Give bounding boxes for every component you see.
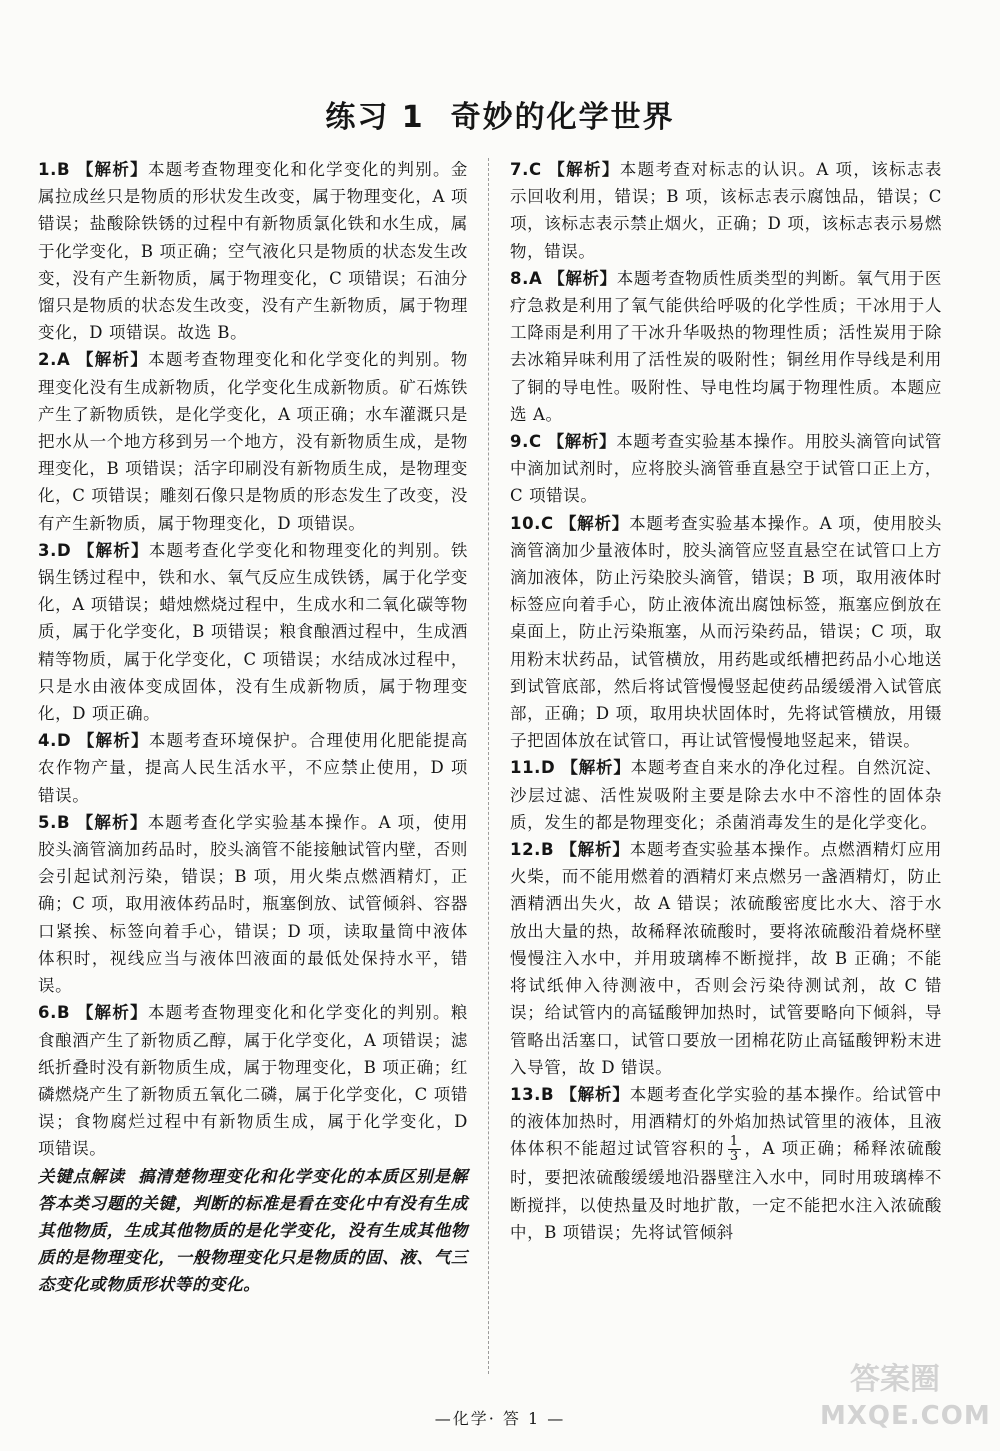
key-note-text: 搞清楚物理变化和化学变化的本质区别是解答本类习题的关键，判断的标准是看在变化中有没有生成其他物质，生成其他物质的是化学变化，没有生成其他物质的是物理变化，一般物理变化只是物质的固、液、气三态变化或物质形状等的变化。 xyxy=(38,1166,469,1295)
watermark-line2: MXQE.COM xyxy=(820,1401,991,1431)
answer-text: 本题考查实验基本操作。A 项，使用胶头滴管滴加少量液体时，胶头滴管应竖直悬空在试管口上方滴加液体，防止污染胶头滴管，错误；B 项，取用液体时标签应向着手心，防止液体流出腐蚀标签，瓶塞应倒放在桌面上，防止污染瓶塞，从而污染药品，错误；C 项，取用粉末状药品，试管横放，用药匙或纸槽把药品小心地送到试管底部，然后将试管慢慢竖起使药品缓缓滑入试管底部，正确；D 项，取用块状固体时，先将试管横放，用镊子把固体放在试管口，再让试管慢慢地竖起来，错误。 xyxy=(510,513,942,751)
answer-number: 1.B xyxy=(38,160,71,179)
analysis-tag: 【解析】 xyxy=(548,268,617,288)
answer-number: 6.B xyxy=(38,1003,71,1023)
answer-number: 8.A xyxy=(510,268,543,288)
answer-item xyxy=(510,510,942,755)
column-divider xyxy=(488,158,489,1374)
analysis-tag: 【解析】 xyxy=(76,350,149,370)
answer-item xyxy=(38,727,468,809)
analysis-tag: 【解析】 xyxy=(77,540,149,560)
answer-number: 12.B xyxy=(510,840,555,860)
answer-number: 10.C xyxy=(510,513,554,533)
answer-number: 11.D xyxy=(510,758,556,778)
answer-item xyxy=(510,754,942,836)
answer-text: 本题考查化学实验基本操作。A 项，使用胶头滴管滴加药品时，胶头滴管不能接触试管内壁，否则会引起试剂污染，错误；B 项，用火柴点燃酒精灯，正确；C 项，取用液体药品时，瓶塞倒放、试管倾斜、容器口紧挨、标签向着手心，错误；D 项，读取量筒中液体体积时，视线应当与液体凹液面的最低处保持水平，错误。 xyxy=(38,812,468,996)
watermark-line1: 答案圈 xyxy=(850,1362,940,1397)
answer-number: 4.D xyxy=(38,731,72,751)
answer-text: 本题考查物理变化和化学变化的判别。粮食酿酒产生了新物质乙醇，属于化学变化，A 项错误；滤纸折叠时没有新物质生成，属于物理变化，B 项正确；红磷燃烧产生了新物质五氧化二磷，属于化学变化，C 项错误；食物腐烂过程中有新物质生成，属于化学变化，D 项错误。 xyxy=(38,1003,468,1159)
answer-text: 本题考查自来水的净化过程。自然沉淀、沙层过滤、活性炭吸附主要是除去水中不溶性的固体杂质，发生的都是物理变化；杀菌消毒发生的是化学变化。 xyxy=(510,758,942,832)
left-column xyxy=(38,156,468,1299)
analysis-tag: 【解析】 xyxy=(560,1084,630,1104)
analysis-tag: 【解析】 xyxy=(76,160,148,179)
fraction-denominator: 3 xyxy=(729,1149,739,1165)
answer-number: 3.D xyxy=(38,540,72,560)
page-footer: —化学· 答 1 — xyxy=(434,1409,566,1428)
answer-item xyxy=(510,156,942,265)
answer-text: 本题考查实验基本操作。点燃酒精灯应用火柴，而不能用燃着的酒精灯来点燃另一盏酒精灯，防止酒精洒出失火，故 A 错误；浓硫酸密度比水大、溶于水放出大量的热，故稀释浓硫酸时，要将浓硫酸沿着烧杯壁慢慢注入水中，并用玻璃棒不断搅拌，故 B 正确；不能将试纸伸入待测液中，否则会污染待测试剂，故 C 错误；给试管内的高锰酸钾加热时，试管要略向下倾斜，导管略出活塞口，试管口要放一团棉花防止高锰酸钾粉末进入导管，故 D 错误。 xyxy=(510,840,942,1077)
analysis-tag: 【解析】 xyxy=(560,840,630,860)
fraction xyxy=(728,1135,741,1164)
answer-text: 本题考查物理变化和化学变化的判别。物理变化没有生成新物质，化学变化生成新物质。矿石炼铁产生了新物质铁，是化学变化，A 项正确；水车灌溉只是把水从一个地方移到另一个地方，没有新物质生成，是物理变化，B 项错误；活字印刷没有新物质生成，是物理变化，C 项错误；雕刻石像只是物质的形态发生了改变，没有产生新物质，属于物理变化，D 项错误。 xyxy=(38,350,468,533)
analysis-tag: 【解析】 xyxy=(559,513,630,533)
answer-text: 本题考查化学实验的基本操作。给试管中的液体加热时，用酒精灯的外焰加热试管里的液体，且液体体积不能超过试管容积的 xyxy=(510,1084,942,1159)
fraction-numerator: 1 xyxy=(729,1134,739,1150)
answer-text: 本题考查对标志的认识。A 项，该标志表示回收利用，错误；B 项，该标志表示腐蚀品，错误；C 项，该标志表示禁止烟火，正确；D 项，该标志表示易燃物，错误。 xyxy=(510,160,942,261)
answer-item xyxy=(38,809,468,999)
title-main: 奇妙的化学世界 xyxy=(450,100,675,135)
answer-item xyxy=(510,836,942,1081)
analysis-tag: 【解析】 xyxy=(76,1003,148,1023)
answer-number: 2.A xyxy=(38,350,71,370)
answer-item xyxy=(38,537,468,727)
answer-item xyxy=(38,999,468,1162)
right-column xyxy=(510,156,942,1246)
title-prefix: 练习 1 xyxy=(325,100,425,135)
answer-item xyxy=(38,156,468,346)
answer-text: 本题考查环境保护。合理使用化肥能提高农作物产量，提高人民生活水平，不应禁止使用，D 项错误。 xyxy=(38,731,468,805)
analysis-tag: 【解析】 xyxy=(561,758,631,778)
answer-text: ，A 项正确；稀释浓硫酸时，要把浓硫酸缓缓地沿器壁注入水中，同时用玻璃棒不断搅拌，以使热量及时地扩散，一定不能把水注入浓硫酸中，B 项错误；先将试管倾斜 xyxy=(510,1139,942,1242)
answer-text: 本题考查物质性质类型的判断。氧气用于医疗急救是利用了氧气能供给呼吸的化学性质；干冰用于人工降雨是利用了干冰升华吸热的物理性质；活性炭用于除去冰箱异味利用了活性炭的吸附性；铜丝用作导线是利用了铜的导电性。吸附性、导电性均属于物理性质。本题应选 A。 xyxy=(510,268,942,424)
answer-number: 7.C xyxy=(510,160,542,179)
key-note-label: 关键点解读 xyxy=(38,1166,125,1186)
answer-item xyxy=(38,346,468,536)
answer-item xyxy=(510,1081,942,1246)
answer-number: 5.B xyxy=(38,812,71,832)
page-title xyxy=(0,92,1000,136)
answer-text: 本题考查物理变化和化学变化的判别。金属拉成丝只是物质的形状发生改变，属于物理变化，A 项错误；盐酸除铁锈的过程中有新物质氯化铁和水生成，属于化学变化，B 项正确；空气液化只是物质的状态发生改变，没有产生新物质，属于物理变化，C 项错误；石油分馏只是物质的状态发生改变，没有产生新物质，属于物理变化，D 项错误。故选 B。 xyxy=(38,160,468,343)
answer-text: 本题考查化学变化和物理变化的判别。铁锅生锈过程中，铁和水、氧气反应生成铁锈，属于化学变化，A 项错误；蜡烛燃烧过程中，生成水和二氧化碳等物质，属于化学变化，B 项错误；粮食酿酒过程中，生成酒精等物质，属于化学变化，C 项错误；水结成冰过程中，只是水由液体变成固体，没有生成新物质，属于物理变化，D 项正确。 xyxy=(38,540,468,724)
answer-item xyxy=(510,265,942,428)
analysis-tag: 【解析】 xyxy=(77,731,149,751)
answer-number: 13.B xyxy=(510,1084,555,1104)
key-note xyxy=(38,1163,468,1299)
answer-number: 9.C xyxy=(510,432,542,452)
analysis-tag: 【解析】 xyxy=(547,432,617,452)
analysis-tag: 【解析】 xyxy=(548,160,620,179)
analysis-tag: 【解析】 xyxy=(76,812,148,832)
answer-text: 本题考查实验基本操作。用胶头滴管向试管中滴加试剂时，应将胶头滴管垂直悬空于试管口正上方，C 项错误。 xyxy=(510,432,942,506)
answer-item xyxy=(510,428,942,510)
